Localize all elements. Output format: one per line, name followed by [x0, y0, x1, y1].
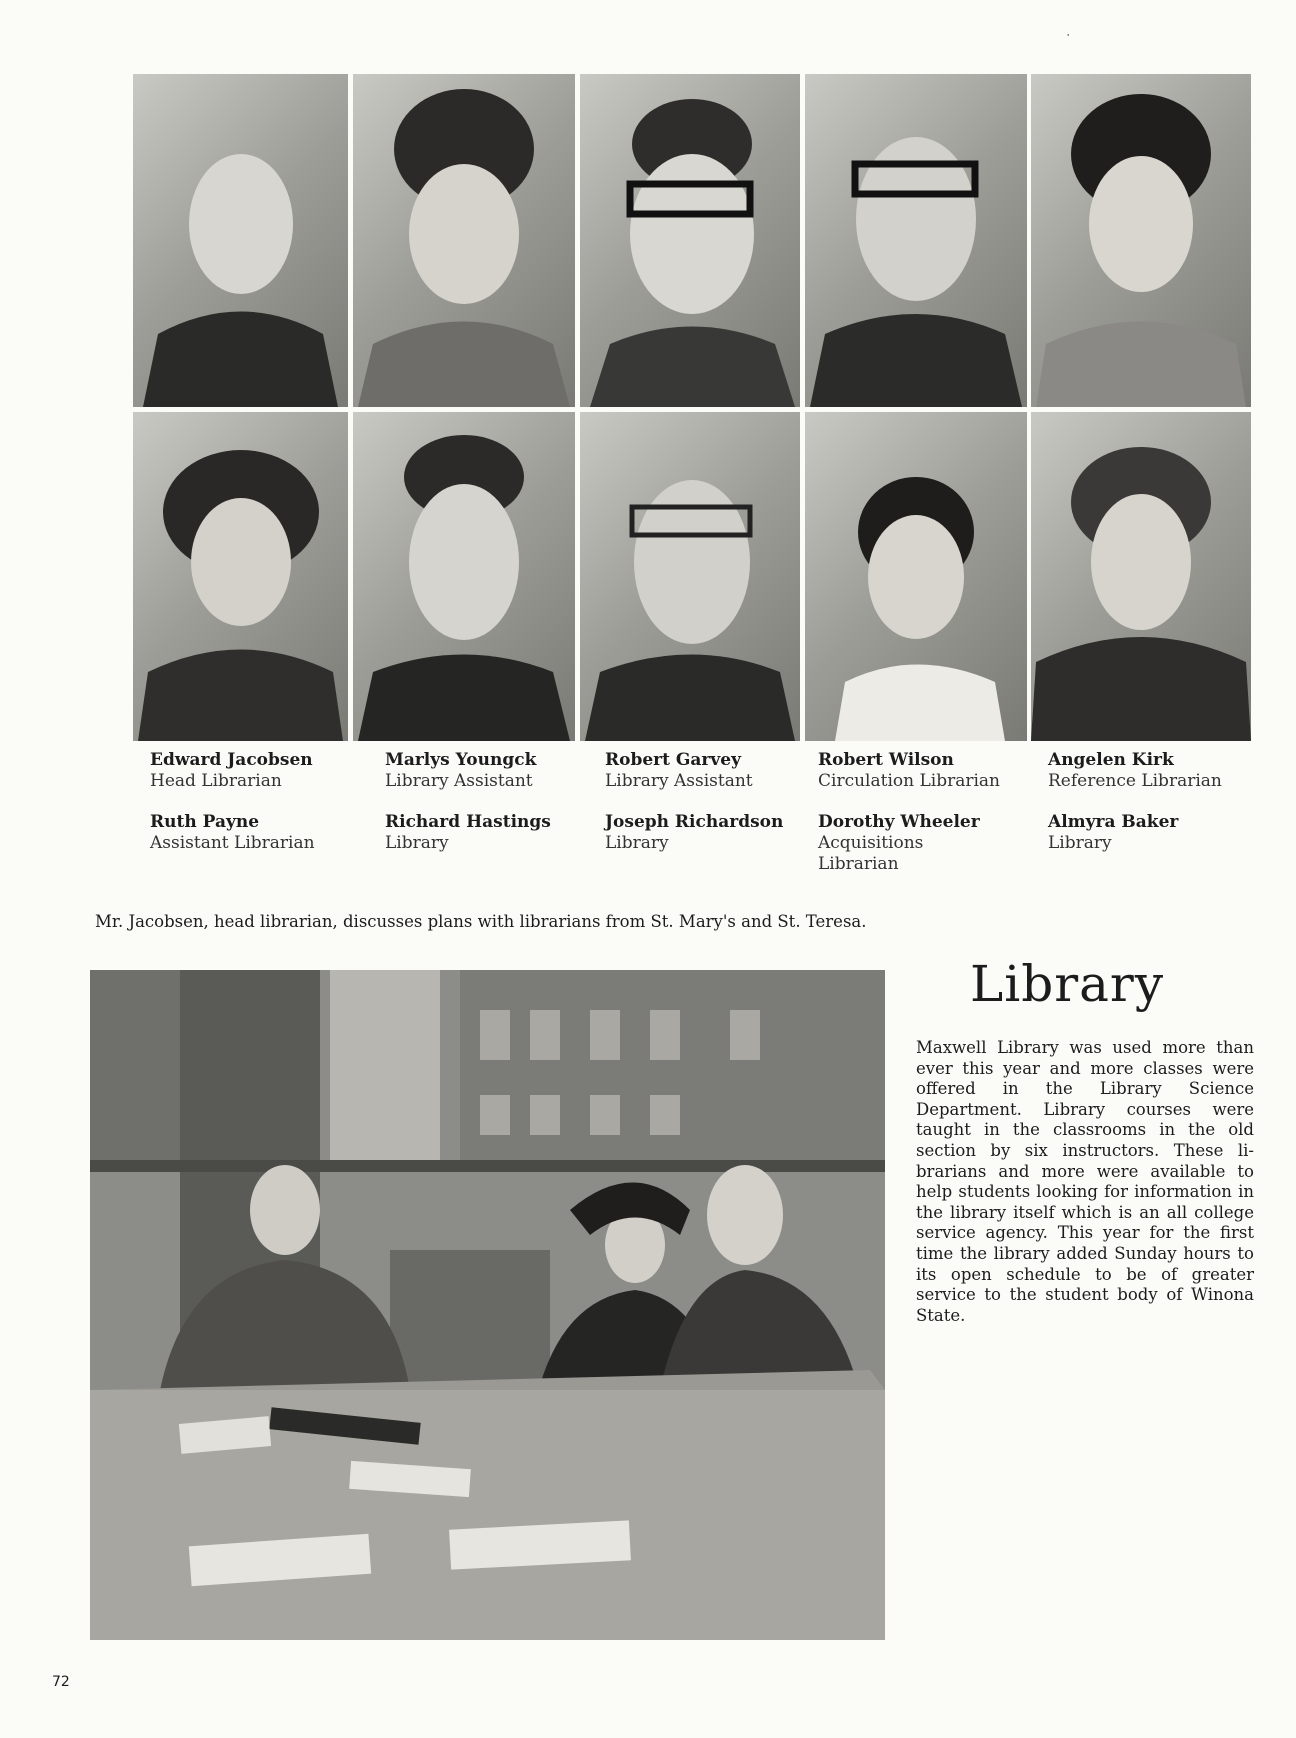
- staff-entry: [385, 750, 536, 792]
- staff-entry: [818, 812, 980, 875]
- staff-name: Marlys Youngck: [385, 750, 537, 770]
- portrait-joseph-richardson: [580, 412, 800, 741]
- staff-title: Library: [1048, 833, 1112, 853]
- staff-name: Joseph Richardson: [605, 812, 784, 832]
- staff-name: Robert Garvey: [605, 750, 741, 770]
- portrait-robert-wilson: [805, 74, 1027, 407]
- portrait-almyra-baker: [1031, 412, 1251, 741]
- staff-name: Dorothy Wheeler: [818, 812, 980, 832]
- page-number: 72: [52, 1674, 70, 1690]
- staff-title: Reference Librarian: [1048, 771, 1222, 791]
- section-heading: Library: [970, 955, 1165, 1013]
- portrait-robert-garvey: [580, 74, 800, 407]
- staff-names: [150, 750, 1260, 878]
- staff-title: Assistant Librarian: [150, 833, 315, 853]
- staff-title: Library Assistant: [385, 771, 533, 791]
- staff-entry: [150, 750, 313, 792]
- portrait-grid: [133, 74, 1251, 741]
- staff-title: Library: [385, 833, 449, 853]
- portrait-richard-hastings: [353, 412, 575, 741]
- staff-name: Ruth Payne: [150, 812, 260, 832]
- group-meeting-photo: [90, 970, 885, 1640]
- staff-name: Robert Wilson: [818, 750, 954, 770]
- staff-title: Circulation Librarian: [818, 771, 1000, 791]
- staff-entry: [818, 750, 1000, 792]
- staff-entry: [1048, 750, 1222, 792]
- staff-entry: [605, 812, 783, 854]
- staff-entry: [385, 812, 551, 854]
- staff-name: Almyra Baker: [1048, 812, 1179, 832]
- staff-name: Edward Jacobsen: [150, 750, 313, 770]
- staff-entry: [1048, 812, 1178, 854]
- staff-title: Head Librarian: [150, 771, 282, 791]
- portrait-edward-jacobsen: [133, 74, 348, 407]
- staff-title: Library Assistant: [605, 771, 753, 791]
- staff-title: Library: [605, 833, 669, 853]
- photo-caption: Mr. Jacobsen, head librarian, discusses plans with librarians from St. Mary's and St. Teresa.: [95, 912, 867, 931]
- staff-title: Acquisitions Librarian: [818, 833, 924, 874]
- stray-mark: ‧: [1066, 28, 1071, 44]
- portrait-ruth-payne: [133, 412, 348, 741]
- staff-entry: [150, 812, 315, 854]
- portrait-dorothy-wheeler: [805, 412, 1027, 741]
- staff-entry: [605, 750, 753, 792]
- portrait-angelen-kirk: [1031, 74, 1251, 407]
- portrait-marlys-youngck: [353, 74, 575, 407]
- section-body-text: Maxwell Library was used more than ever this year and more classes were offered in the Library Science Department. Library courses were taught in the classrooms in the old section by six instructors. These librarians and more were available to help students looking for information in the library itself which is an all college service agency. This year for the first time the library added Sunday hours to its open schedule to be of greater service to the student body of Winona State.: [916, 1038, 1254, 1325]
- staff-name: Richard Hastings: [385, 812, 551, 832]
- staff-name: Angelen Kirk: [1048, 750, 1174, 770]
